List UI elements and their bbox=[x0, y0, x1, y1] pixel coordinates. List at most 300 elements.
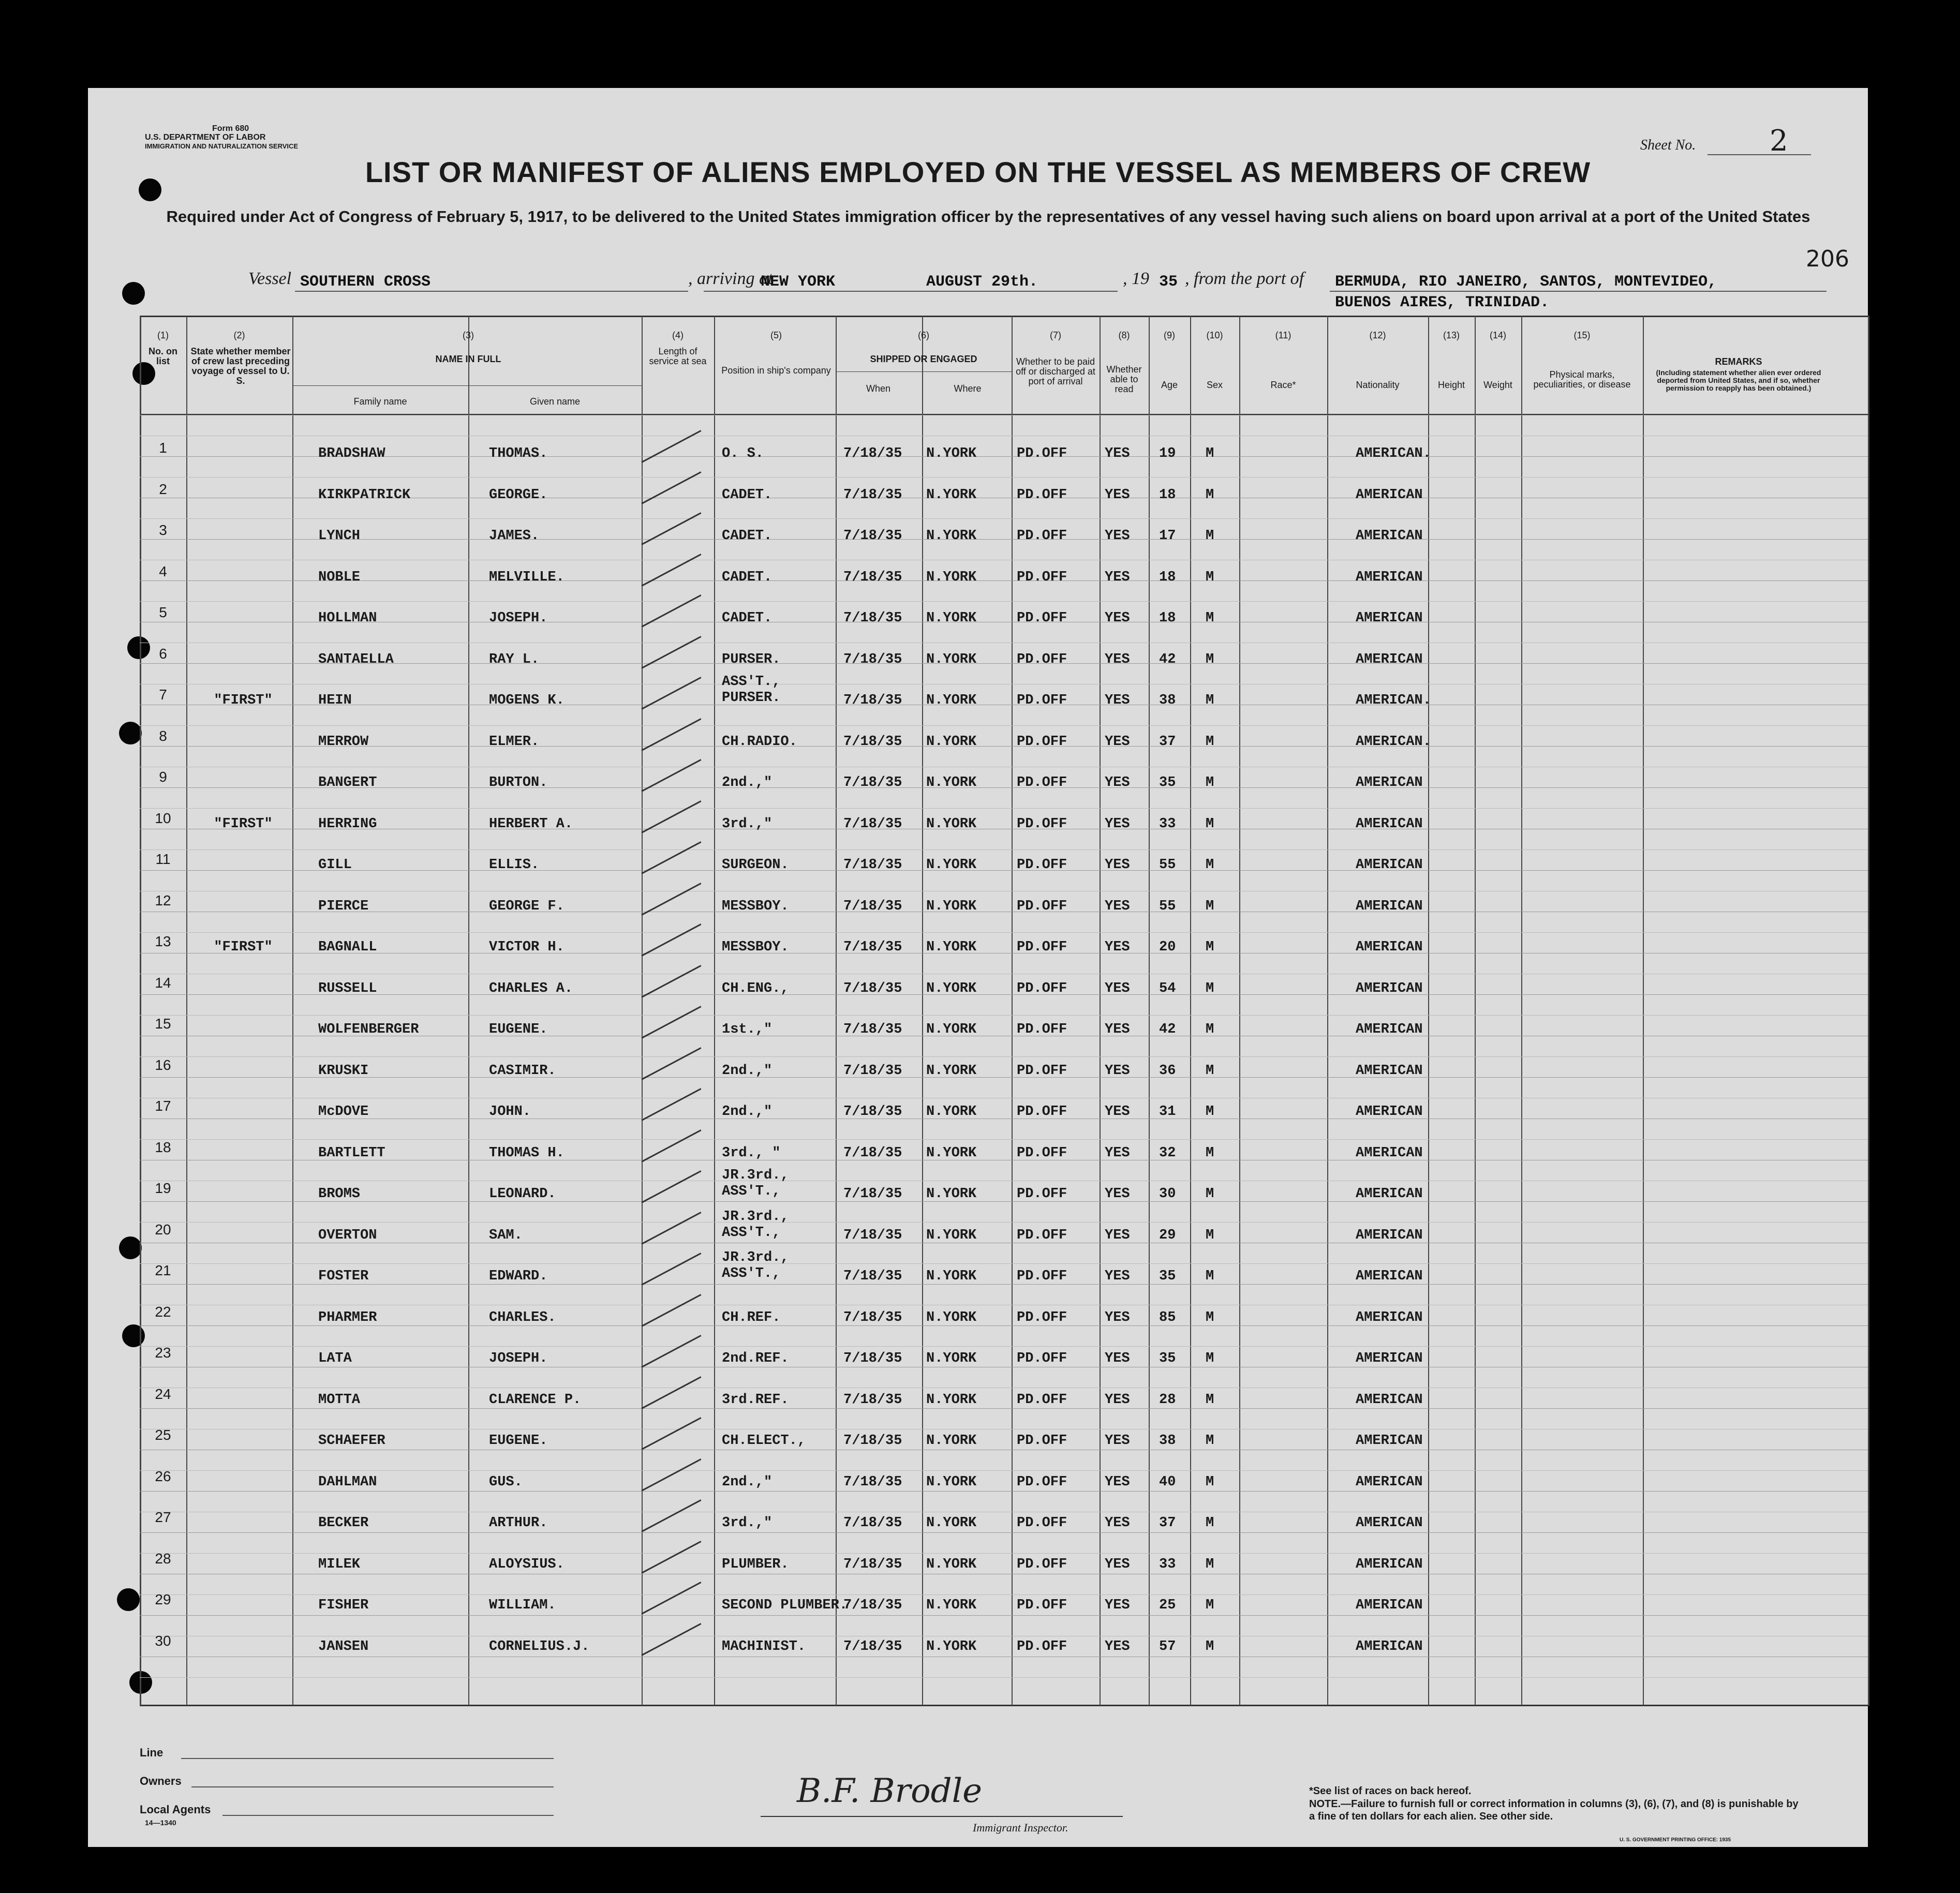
shipped-when-cell: 7/18/35 bbox=[843, 857, 902, 873]
col-header-family-name: Family name bbox=[353, 396, 407, 407]
col1-number: (1) bbox=[157, 330, 169, 340]
shipped-when-cell: 7/18/35 bbox=[843, 1351, 902, 1366]
given-name-cell: THOMAS. bbox=[489, 446, 548, 461]
given-name-cell: MELVILLE. bbox=[489, 569, 565, 585]
paid-off-cell: PD.OFF bbox=[1017, 1022, 1067, 1037]
family-name-cell: BAGNALL bbox=[318, 940, 377, 955]
shipped-where-cell: N.YORK bbox=[926, 1309, 977, 1325]
vessel-name: SOUTHERN CROSS bbox=[300, 273, 431, 291]
previous-voyage-cell: "FIRST" bbox=[214, 693, 273, 708]
age-cell: 38 bbox=[1159, 693, 1176, 708]
given-name-cell: ELLIS. bbox=[489, 857, 540, 873]
shipped-where-cell: N.YORK bbox=[926, 1186, 977, 1202]
shipped-when-cell: 7/18/35 bbox=[843, 446, 902, 461]
shipped-when-cell: 7/18/35 bbox=[843, 734, 902, 750]
family-name-cell: RUSSELL bbox=[318, 980, 377, 996]
position-cell: CH.ELECT., bbox=[722, 1433, 806, 1449]
given-name-cell: VICTOR H. bbox=[489, 940, 565, 955]
shipped-when-cell: 7/18/35 bbox=[843, 980, 902, 996]
paid-off-cell: PD.OFF bbox=[1017, 940, 1067, 955]
punch-hole bbox=[122, 1324, 145, 1347]
col-header-where: Where bbox=[954, 383, 982, 394]
given-name-cell: ELMER. bbox=[489, 734, 540, 750]
family-name-cell: HEIN bbox=[318, 693, 352, 708]
previous-voyage-cell: "FIRST" bbox=[214, 940, 273, 955]
able-to-read-cell: YES bbox=[1105, 1515, 1130, 1531]
paid-off-cell: PD.OFF bbox=[1017, 1556, 1067, 1572]
position-cell: JR.3rd., ASS'T., bbox=[722, 1250, 789, 1281]
given-name-cell: JAMES. bbox=[489, 528, 540, 544]
family-name-cell: FISHER bbox=[318, 1598, 369, 1613]
sex-cell: M bbox=[1206, 898, 1214, 914]
shipped-where-cell: N.YORK bbox=[926, 1433, 977, 1449]
family-name-cell: MILEK bbox=[318, 1556, 361, 1572]
col9-number: (9) bbox=[1164, 330, 1175, 340]
sex-cell: M bbox=[1206, 1145, 1214, 1161]
shipped-where-cell: N.YORK bbox=[926, 487, 977, 503]
position-cell: 3rd., " bbox=[722, 1145, 781, 1161]
position-cell: 2nd.," bbox=[722, 775, 773, 791]
age-cell: 32 bbox=[1159, 1145, 1176, 1161]
punch-hole bbox=[122, 282, 145, 305]
sex-cell: M bbox=[1206, 816, 1214, 832]
position-cell: SECOND PLUMBER. bbox=[722, 1598, 848, 1613]
sex-cell: M bbox=[1206, 1351, 1214, 1366]
handwritten-check-mark bbox=[641, 471, 701, 504]
paid-off-cell: PD.OFF bbox=[1017, 857, 1067, 873]
row-number: 27 bbox=[155, 1509, 171, 1525]
paid-off-cell: PD.OFF bbox=[1017, 980, 1067, 996]
shipped-when-cell: 7/18/35 bbox=[843, 1104, 902, 1120]
arrival-year: 35 bbox=[1159, 273, 1178, 291]
given-name-cell: GEORGE. bbox=[489, 487, 548, 503]
age-cell: 37 bbox=[1159, 1515, 1176, 1531]
handwritten-check-mark bbox=[641, 554, 701, 587]
penalty-note: NOTE.—Failure to furnish full or correct information in columns (3), (6), (7), and (8) is punishable by a fine of ten dollars for each alien. See other side. bbox=[1309, 1798, 1799, 1822]
row-number: 8 bbox=[159, 727, 167, 744]
paid-off-cell: PD.OFF bbox=[1017, 1351, 1067, 1366]
paid-off-cell: PD.OFF bbox=[1017, 1309, 1067, 1325]
handwritten-check-mark bbox=[641, 1458, 701, 1492]
sex-cell: M bbox=[1206, 693, 1214, 708]
nationality-cell: AMERICAN. bbox=[1356, 693, 1431, 708]
age-cell: 30 bbox=[1159, 1186, 1176, 1202]
paid-off-cell: PD.OFF bbox=[1017, 1474, 1067, 1490]
age-cell: 38 bbox=[1159, 1433, 1176, 1449]
age-cell: 42 bbox=[1159, 651, 1176, 667]
sex-cell: M bbox=[1206, 1433, 1214, 1449]
handwritten-check-mark bbox=[641, 883, 701, 916]
row-number: 24 bbox=[155, 1385, 171, 1402]
handwritten-check-mark bbox=[641, 1499, 701, 1532]
paid-off-cell: PD.OFF bbox=[1017, 1515, 1067, 1531]
given-name-cell: ALOYSIUS. bbox=[489, 1556, 565, 1572]
row-number: 26 bbox=[155, 1468, 171, 1484]
family-name-cell: LATA bbox=[318, 1351, 352, 1366]
family-name-cell: NOBLE bbox=[318, 569, 361, 585]
age-cell: 35 bbox=[1159, 1269, 1176, 1284]
row-number: 16 bbox=[155, 1056, 171, 1073]
col-header-shipped-engaged: SHIPPED OR ENGAGED bbox=[870, 354, 977, 364]
arriving-label: , arriving at bbox=[688, 269, 773, 288]
position-cell: CADET. bbox=[722, 610, 773, 626]
sex-cell: M bbox=[1206, 1269, 1214, 1284]
given-name-cell: CHARLES. bbox=[489, 1309, 556, 1325]
position-cell: O. S. bbox=[722, 446, 764, 461]
handwritten-check-mark bbox=[641, 1623, 701, 1656]
nationality-cell: AMERICAN bbox=[1356, 1063, 1423, 1079]
given-name-cell: JOHN. bbox=[489, 1104, 531, 1120]
position-cell: MESSBOY. bbox=[722, 898, 789, 914]
shipped-when-cell: 7/18/35 bbox=[843, 1145, 902, 1161]
shipped-when-cell: 7/18/35 bbox=[843, 610, 902, 626]
age-cell: 33 bbox=[1159, 816, 1176, 832]
position-cell: PURSER. bbox=[722, 651, 781, 667]
able-to-read-cell: YES bbox=[1105, 1186, 1130, 1202]
punch-hole bbox=[119, 1236, 142, 1259]
inspector-signature: B.F. Brodle bbox=[797, 1772, 982, 1810]
inspector-label: Immigrant Inspector. bbox=[973, 1821, 1068, 1834]
age-cell: 18 bbox=[1159, 569, 1176, 585]
family-name-cell: HERRING bbox=[318, 816, 377, 832]
age-cell: 42 bbox=[1159, 1022, 1176, 1037]
departure-ports-line1: BERMUDA, RIO JANEIRO, SANTOS, MONTEVIDEO, bbox=[1335, 273, 1717, 291]
able-to-read-cell: YES bbox=[1105, 857, 1130, 873]
sex-cell: M bbox=[1206, 1556, 1214, 1572]
sex-cell: M bbox=[1206, 1022, 1214, 1037]
nationality-cell: AMERICAN bbox=[1356, 1269, 1423, 1284]
row-number: 1 bbox=[159, 440, 167, 456]
position-cell: MESSBOY. bbox=[722, 940, 789, 955]
able-to-read-cell: YES bbox=[1105, 775, 1130, 791]
sex-cell: M bbox=[1206, 1598, 1214, 1613]
given-name-cell: JOSEPH. bbox=[489, 610, 548, 626]
sex-cell: M bbox=[1206, 610, 1214, 626]
nationality-cell: AMERICAN bbox=[1356, 1022, 1423, 1037]
nationality-cell: AMERICAN bbox=[1356, 857, 1423, 873]
shipped-where-cell: N.YORK bbox=[926, 528, 977, 544]
nationality-cell: AMERICAN. bbox=[1356, 734, 1431, 750]
nationality-cell: AMERICAN bbox=[1356, 1309, 1423, 1325]
given-name-cell: CHARLES A. bbox=[489, 980, 573, 996]
local-agents-label: Local Agents bbox=[140, 1803, 211, 1816]
row-number: 29 bbox=[155, 1591, 171, 1607]
row-number: 11 bbox=[155, 851, 171, 867]
printer-imprint: U. S. GOVERNMENT PRINTING OFFICE: 1935 bbox=[1620, 1837, 1731, 1843]
col-header-list-number: No. on list bbox=[149, 346, 177, 366]
vessel-label: Vessel bbox=[248, 269, 292, 288]
nationality-cell: AMERICAN bbox=[1356, 528, 1423, 544]
age-cell: 40 bbox=[1159, 1474, 1176, 1490]
able-to-read-cell: YES bbox=[1105, 610, 1130, 626]
sex-cell: M bbox=[1206, 1227, 1214, 1243]
position-cell: CH.ENG., bbox=[722, 980, 789, 996]
position-cell: CH.RADIO. bbox=[722, 734, 797, 750]
nationality-cell: AMERICAN bbox=[1356, 1474, 1423, 1490]
sex-cell: M bbox=[1206, 775, 1214, 791]
position-cell: 3rd.," bbox=[722, 1515, 773, 1531]
able-to-read-cell: YES bbox=[1105, 940, 1130, 955]
given-name-cell: MOGENS K. bbox=[489, 693, 565, 708]
position-cell: 2nd.REF. bbox=[722, 1351, 789, 1366]
paid-off-cell: PD.OFF bbox=[1017, 1392, 1067, 1408]
position-cell: CADET. bbox=[722, 569, 773, 585]
row-number: 4 bbox=[159, 563, 167, 579]
family-name-cell: KIRKPATRICK bbox=[318, 487, 411, 503]
col-header-previous-voyage: State whether member of crew last preceding voyage of vessel to U. S. bbox=[190, 346, 291, 386]
handwritten-check-mark bbox=[641, 1376, 701, 1409]
shipped-where-cell: N.YORK bbox=[926, 569, 977, 585]
col-header-when: When bbox=[866, 383, 891, 394]
legal-requirement-text: Required under Act of Congress of February 5, 1917, to be delivered to the United States immigration officer by the representatives of any vessel having such aliens on board upon arrival at a port of the United States bbox=[166, 207, 1810, 226]
able-to-read-cell: YES bbox=[1105, 734, 1130, 750]
sex-cell: M bbox=[1206, 1309, 1214, 1325]
nationality-cell: AMERICAN bbox=[1356, 610, 1423, 626]
shipped-where-cell: N.YORK bbox=[926, 1145, 977, 1161]
sex-cell: M bbox=[1206, 1638, 1214, 1654]
handwritten-check-mark bbox=[641, 594, 701, 628]
position-cell: ASS'T., PURSER. bbox=[722, 674, 781, 706]
handwritten-check-mark bbox=[641, 1212, 701, 1245]
able-to-read-cell: YES bbox=[1105, 1104, 1130, 1120]
handwritten-check-mark bbox=[641, 1088, 701, 1121]
shipped-when-cell: 7/18/35 bbox=[843, 1227, 902, 1243]
given-name-cell: LEONARD. bbox=[489, 1186, 556, 1202]
nationality-cell: AMERICAN bbox=[1356, 1433, 1423, 1449]
nationality-cell: AMERICAN bbox=[1356, 816, 1423, 832]
given-name-cell: JOSEPH. bbox=[489, 1351, 548, 1366]
family-name-cell: PHARMER bbox=[318, 1309, 377, 1325]
able-to-read-cell: YES bbox=[1105, 1392, 1130, 1408]
able-to-read-cell: YES bbox=[1105, 569, 1130, 585]
from-port-label: , from the port of bbox=[1185, 269, 1304, 288]
age-cell: 35 bbox=[1159, 775, 1176, 791]
row-number: 14 bbox=[155, 974, 171, 991]
shipped-when-cell: 7/18/35 bbox=[843, 1392, 902, 1408]
able-to-read-cell: YES bbox=[1105, 816, 1130, 832]
able-to-read-cell: YES bbox=[1105, 1227, 1130, 1243]
nationality-cell: AMERICAN bbox=[1356, 1515, 1423, 1531]
position-cell: SURGEON. bbox=[722, 857, 789, 873]
able-to-read-cell: YES bbox=[1105, 1556, 1130, 1572]
row-number: 17 bbox=[155, 1098, 171, 1114]
shipped-where-cell: N.YORK bbox=[926, 1556, 977, 1572]
age-cell: 29 bbox=[1159, 1227, 1176, 1243]
sheet-label: Sheet No. bbox=[1640, 137, 1696, 153]
col15-number: (15) bbox=[1573, 330, 1591, 340]
shipped-when-cell: 7/18/35 bbox=[843, 651, 902, 667]
sex-cell: M bbox=[1206, 651, 1214, 667]
col-header-height: Height bbox=[1437, 380, 1465, 390]
nationality-cell: AMERICAN bbox=[1356, 1598, 1423, 1613]
position-cell: CADET. bbox=[722, 487, 773, 503]
col3-number: (3) bbox=[463, 330, 474, 340]
handwritten-check-mark bbox=[641, 841, 701, 874]
paid-off-cell: PD.OFF bbox=[1017, 1145, 1067, 1161]
paid-off-cell: PD.OFF bbox=[1017, 610, 1067, 626]
paid-off-cell: PD.OFF bbox=[1017, 1104, 1067, 1120]
family-name-cell: DAHLMAN bbox=[318, 1474, 377, 1490]
paid-off-cell: PD.OFF bbox=[1017, 1598, 1067, 1613]
col7-number: (7) bbox=[1050, 330, 1061, 340]
age-cell: 57 bbox=[1159, 1638, 1176, 1654]
sex-cell: M bbox=[1206, 1392, 1214, 1408]
given-name-cell: HERBERT A. bbox=[489, 816, 573, 832]
line-label: Line bbox=[140, 1746, 164, 1759]
sex-cell: M bbox=[1206, 1063, 1214, 1079]
paid-off-cell: PD.OFF bbox=[1017, 446, 1067, 461]
position-cell: 2nd.," bbox=[722, 1063, 773, 1079]
handwritten-check-mark bbox=[641, 965, 701, 998]
nationality-cell: AMERICAN bbox=[1356, 651, 1423, 667]
row-number: 3 bbox=[159, 522, 167, 538]
given-name-cell: CORNELIUS.J. bbox=[489, 1638, 590, 1654]
row-number: 23 bbox=[155, 1345, 171, 1361]
shipped-where-cell: N.YORK bbox=[926, 1063, 977, 1079]
col14-number: (14) bbox=[1489, 330, 1506, 340]
shipped-when-cell: 7/18/35 bbox=[843, 528, 902, 544]
able-to-read-cell: YES bbox=[1105, 1063, 1130, 1079]
row-number: 9 bbox=[159, 769, 167, 785]
shipped-where-cell: N.YORK bbox=[926, 734, 977, 750]
family-name-cell: BANGERT bbox=[318, 775, 377, 791]
family-name-cell: BROMS bbox=[318, 1186, 361, 1202]
row-number: 6 bbox=[159, 645, 167, 662]
document-title: LIST OR MANIFEST OF ALIENS EMPLOYED ON THE VESSEL AS MEMBERS OF CREW bbox=[365, 156, 1591, 188]
sex-cell: M bbox=[1206, 528, 1214, 544]
family-name-cell: HOLLMAN bbox=[318, 610, 377, 626]
col8-number: (8) bbox=[1118, 330, 1130, 340]
nationality-cell: AMERICAN bbox=[1356, 1556, 1423, 1572]
family-name-cell: BRADSHAW bbox=[318, 446, 385, 461]
row-number: 5 bbox=[159, 604, 167, 620]
sex-cell: M bbox=[1206, 1474, 1214, 1490]
able-to-read-cell: YES bbox=[1105, 693, 1130, 708]
position-cell: PLUMBER. bbox=[722, 1556, 789, 1572]
col6-number: (6) bbox=[918, 330, 929, 340]
paid-off-cell: PD.OFF bbox=[1017, 1063, 1067, 1079]
able-to-read-cell: YES bbox=[1105, 1145, 1130, 1161]
able-to-read-cell: YES bbox=[1105, 1598, 1130, 1613]
handwritten-check-mark bbox=[641, 1006, 701, 1039]
given-name-cell: ARTHUR. bbox=[489, 1515, 548, 1531]
col5-number: (5) bbox=[770, 330, 782, 340]
given-name-cell: CLARENCE P. bbox=[489, 1392, 582, 1408]
handwritten-check-mark bbox=[641, 430, 701, 463]
family-name-cell: MOTTA bbox=[318, 1392, 361, 1408]
shipped-where-cell: N.YORK bbox=[926, 1638, 977, 1654]
row-number: 2 bbox=[159, 481, 167, 497]
col-header-position: Position in ship's company bbox=[721, 365, 831, 376]
position-cell: JR.3rd., ASS'T., bbox=[722, 1209, 789, 1241]
shipped-where-cell: N.YORK bbox=[926, 1351, 977, 1366]
age-cell: 17 bbox=[1159, 528, 1176, 544]
nationality-cell: AMERICAN bbox=[1356, 775, 1423, 791]
shipped-where-cell: N.YORK bbox=[926, 1515, 977, 1531]
row-number: 25 bbox=[155, 1427, 171, 1443]
shipped-where-cell: N.YORK bbox=[926, 940, 977, 955]
nationality-cell: AMERICAN bbox=[1356, 1351, 1423, 1366]
given-name-cell: SAM. bbox=[489, 1227, 523, 1243]
given-name-cell: RAY L. bbox=[489, 651, 540, 667]
sex-cell: M bbox=[1206, 1186, 1214, 1202]
paid-off-cell: PD.OFF bbox=[1017, 775, 1067, 791]
col-header-race: Race* bbox=[1270, 380, 1296, 390]
family-name-cell: BARTLETT bbox=[318, 1145, 385, 1161]
punch-hole bbox=[119, 722, 142, 744]
previous-voyage-cell: "FIRST" bbox=[214, 816, 273, 832]
handwritten-check-mark bbox=[641, 1335, 701, 1368]
shipped-where-cell: N.YORK bbox=[926, 610, 977, 626]
nationality-cell: AMERICAN bbox=[1356, 1104, 1423, 1120]
col12-number: (12) bbox=[1369, 330, 1386, 340]
col-header-nationality: Nationality bbox=[1356, 380, 1400, 390]
paid-off-cell: PD.OFF bbox=[1017, 693, 1067, 708]
shipped-where-cell: N.YORK bbox=[926, 1474, 977, 1490]
agents-code: 14—1340 bbox=[145, 1819, 176, 1827]
nationality-cell: AMERICAN bbox=[1356, 1638, 1423, 1654]
age-cell: 33 bbox=[1159, 1556, 1176, 1572]
sex-cell: M bbox=[1206, 569, 1214, 585]
position-cell: 3rd.," bbox=[722, 816, 773, 832]
shipped-when-cell: 7/18/35 bbox=[843, 1186, 902, 1202]
paid-off-cell: PD.OFF bbox=[1017, 1433, 1067, 1449]
able-to-read-cell: YES bbox=[1105, 898, 1130, 914]
col4-number: (4) bbox=[672, 330, 684, 340]
shipped-when-cell: 7/18/35 bbox=[843, 1309, 902, 1325]
sex-cell: M bbox=[1206, 734, 1214, 750]
punch-hole bbox=[117, 1588, 140, 1611]
year-prefix: , 19 bbox=[1123, 269, 1149, 288]
age-cell: 54 bbox=[1159, 980, 1176, 996]
given-name-cell: BURTON. bbox=[489, 775, 548, 791]
shipped-when-cell: 7/18/35 bbox=[843, 816, 902, 832]
row-number: 28 bbox=[155, 1550, 171, 1567]
position-cell: MACHINIST. bbox=[722, 1638, 806, 1654]
shipped-when-cell: 7/18/35 bbox=[843, 487, 902, 503]
sex-cell: M bbox=[1206, 940, 1214, 955]
sheet-number: 2 bbox=[1770, 124, 1788, 158]
able-to-read-cell: YES bbox=[1105, 1022, 1130, 1037]
age-cell: 28 bbox=[1159, 1392, 1176, 1408]
shipped-when-cell: 7/18/35 bbox=[843, 1022, 902, 1037]
able-to-read-cell: YES bbox=[1105, 528, 1130, 544]
shipped-when-cell: 7/18/35 bbox=[843, 1063, 902, 1079]
family-name-cell: JANSEN bbox=[318, 1638, 369, 1654]
nationality-cell: AMERICAN. bbox=[1356, 446, 1431, 461]
nationality-cell: AMERICAN bbox=[1356, 1227, 1423, 1243]
position-cell: 3rd.REF. bbox=[722, 1392, 789, 1408]
family-name-cell: SANTAELLA bbox=[318, 651, 394, 667]
given-name-cell: EUGENE. bbox=[489, 1433, 548, 1449]
shipped-when-cell: 7/18/35 bbox=[843, 940, 902, 955]
family-name-cell: BECKER bbox=[318, 1515, 369, 1531]
col-header-length-of-service: Length of service at sea bbox=[649, 346, 707, 366]
shipped-where-cell: N.YORK bbox=[926, 693, 977, 708]
col13-number: (13) bbox=[1443, 330, 1460, 340]
paid-off-cell: PD.OFF bbox=[1017, 569, 1067, 585]
nationality-cell: AMERICAN bbox=[1356, 898, 1423, 914]
col11-number: (11) bbox=[1275, 330, 1291, 340]
shipped-where-cell: N.YORK bbox=[926, 1598, 977, 1613]
age-cell: 35 bbox=[1159, 1351, 1176, 1366]
shipped-where-cell: N.YORK bbox=[926, 651, 977, 667]
handwritten-check-mark bbox=[641, 1047, 701, 1080]
shipped-when-cell: 7/18/35 bbox=[843, 1598, 902, 1613]
row-number: 20 bbox=[155, 1221, 171, 1238]
row-number: 30 bbox=[155, 1632, 171, 1649]
given-name-cell: GEORGE F. bbox=[489, 898, 565, 914]
